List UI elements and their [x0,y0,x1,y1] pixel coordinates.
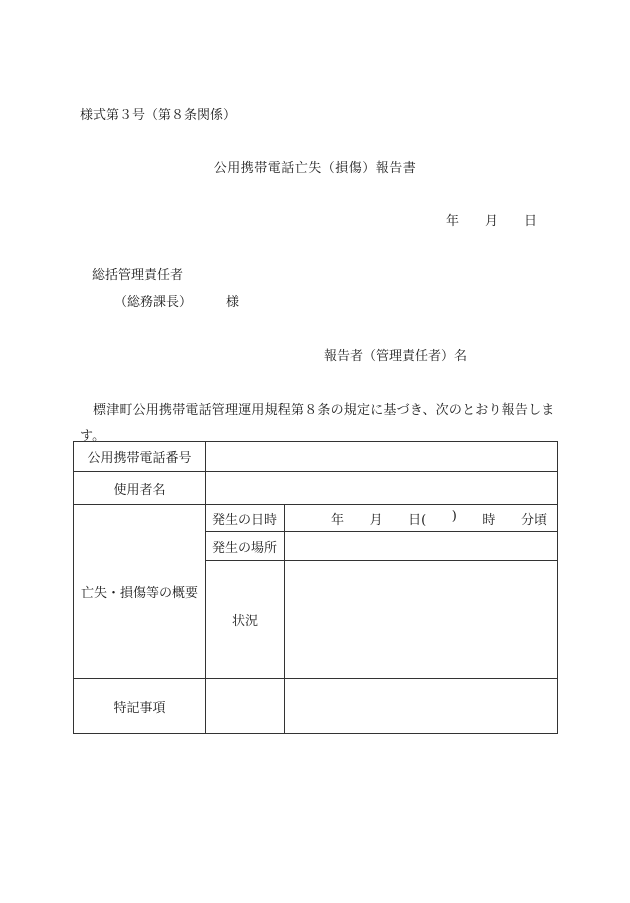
dt-year-unit: 年 [331,512,345,528]
situation-field[interactable] [285,561,558,679]
date-year-label: 年 [446,214,460,229]
dt-minute-unit: 分頃 [520,512,547,528]
recipient-title: 総括管理責任者 [92,268,184,283]
date-month-label: 月 [485,214,499,229]
table-row-user [74,472,558,505]
dt-close-paren: ) [451,508,457,524]
situation-label: 状況 [206,561,285,679]
table-row-datetime [74,505,558,532]
form-number: 様式第３号（第８条関係） [80,108,237,123]
special-notes-field[interactable] [285,679,558,734]
reporter-line: 報告者（管理責任者）名 [324,349,468,364]
date-day-label: 日 [524,214,538,229]
occurrence-place-label: 発生の場所 [206,532,285,561]
phone-number-field[interactable] [206,442,558,472]
table-row-phone [74,442,558,472]
dt-day-unit: 日( [408,512,427,528]
dt-month-unit: 月 [369,512,383,528]
body-text: 標津町公用携帯電話管理運用規程第８条の規定に基づき、次のとおり報告します。 [80,403,555,444]
recipient-honorific: 様 [226,295,240,310]
occurrence-place-field[interactable] [285,532,558,561]
summary-label: 亡失・損傷等の概要 [74,505,206,679]
special-notes-spacer [206,679,285,734]
date-line [446,210,537,229]
user-name-label: 使用者名 [74,472,206,505]
report-table [73,441,558,734]
occurrence-datetime-label: 発生の日時 [206,505,285,532]
user-name-field[interactable] [206,472,558,505]
table-row-special-notes [74,679,558,734]
phone-number-label: 公用携帯電話番号 [74,442,206,472]
recipient-dept-label: （総務課長） [114,295,193,310]
occurrence-datetime-field[interactable] [285,505,558,532]
recipient-dept [114,291,239,310]
dt-hour-unit: 時 [482,512,496,528]
special-notes-label: 特記事項 [74,679,206,734]
document-title: 公用携帯電話亡失（損傷）報告書 [213,161,417,176]
